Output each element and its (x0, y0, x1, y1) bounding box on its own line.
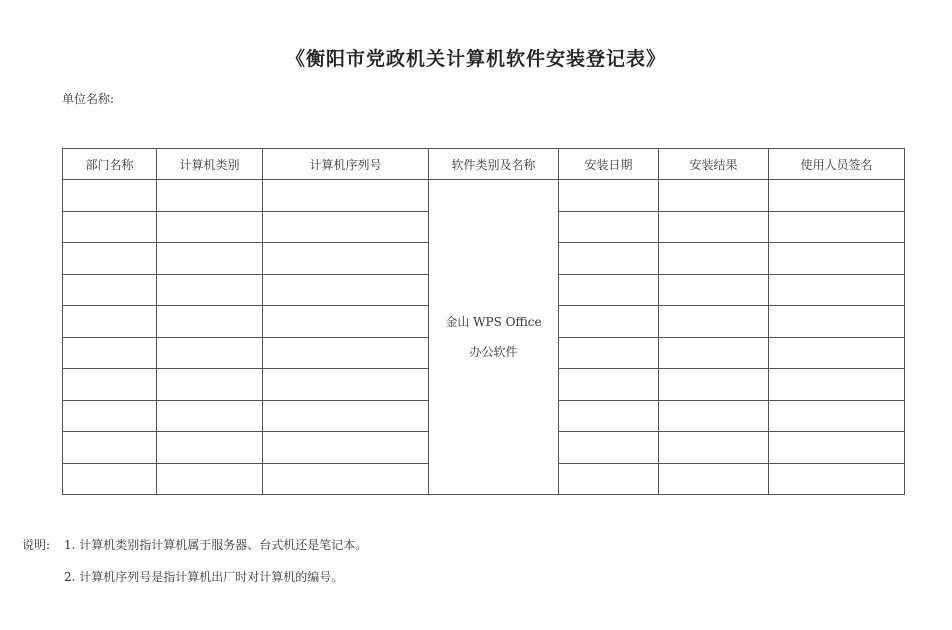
document-title: 《衡阳市党政机关计算机软件安装登记表》 (285, 48, 666, 70)
install-result-cell[interactable] (659, 463, 769, 495)
user-signature-cell[interactable] (769, 211, 905, 243)
serial-number-cell[interactable] (263, 337, 429, 369)
software-category: 办公软件 (469, 345, 518, 359)
serial-number-cell[interactable] (263, 274, 429, 306)
install-date-cell[interactable] (559, 243, 659, 275)
department-cell[interactable] (63, 306, 157, 338)
serial-number-cell[interactable] (263, 432, 429, 464)
computer-type-cell[interactable] (157, 432, 263, 464)
install-result-cell[interactable] (659, 337, 769, 369)
department-cell[interactable] (63, 211, 157, 243)
user-signature-cell[interactable] (769, 463, 905, 495)
department-cell[interactable] (63, 274, 157, 306)
install-result-cell[interactable] (659, 369, 769, 401)
computer-type-cell[interactable] (157, 306, 263, 338)
computer-type-cell[interactable] (157, 369, 263, 401)
user-signature-cell[interactable] (769, 180, 905, 212)
note-item-2: 2. 计算机序列号是指计算机出厂时对计算机的编号。 (64, 570, 344, 584)
header-computer-type: 计算机类别 (157, 149, 263, 180)
header-install-date: 安装日期 (559, 149, 659, 180)
registration-table (62, 148, 905, 495)
computer-type-cell[interactable] (157, 211, 263, 243)
computer-type-cell[interactable] (157, 337, 263, 369)
table-row (63, 180, 905, 212)
serial-number-cell[interactable] (263, 463, 429, 495)
install-date-cell[interactable] (559, 337, 659, 369)
install-date-cell[interactable] (559, 369, 659, 401)
serial-number-cell[interactable] (263, 180, 429, 212)
user-signature-cell[interactable] (769, 369, 905, 401)
install-date-cell[interactable] (559, 274, 659, 306)
note-item-1: 1. 计算机类别指计算机属于服务器、台式机还是笔记本。 (64, 538, 368, 552)
header-user-signature: 使用人员签名 (769, 149, 905, 180)
department-cell[interactable] (63, 400, 157, 432)
notes-prefix: 说明: (22, 538, 51, 552)
install-date-cell[interactable] (559, 432, 659, 464)
serial-number-cell[interactable] (263, 306, 429, 338)
table-header-row (63, 149, 905, 180)
install-date-cell[interactable] (559, 463, 659, 495)
computer-type-cell[interactable] (157, 180, 263, 212)
install-result-cell[interactable] (659, 400, 769, 432)
install-date-cell[interactable] (559, 306, 659, 338)
computer-type-cell[interactable] (157, 400, 263, 432)
install-result-cell[interactable] (659, 211, 769, 243)
install-result-cell[interactable] (659, 180, 769, 212)
install-date-cell[interactable] (559, 400, 659, 432)
department-cell[interactable] (63, 180, 157, 212)
header-software: 软件类别及名称 (429, 149, 559, 180)
user-signature-cell[interactable] (769, 337, 905, 369)
install-result-cell[interactable] (659, 274, 769, 306)
install-date-cell[interactable] (559, 211, 659, 243)
department-cell[interactable] (63, 243, 157, 275)
install-result-cell[interactable] (659, 432, 769, 464)
header-install-result: 安装结果 (659, 149, 769, 180)
computer-type-cell[interactable] (157, 274, 263, 306)
install-result-cell[interactable] (659, 243, 769, 275)
serial-number-cell[interactable] (263, 369, 429, 401)
install-date-cell[interactable] (559, 180, 659, 212)
unit-name-label: 单位名称: (62, 92, 115, 106)
user-signature-cell[interactable] (769, 243, 905, 275)
computer-type-cell[interactable] (157, 463, 263, 495)
computer-type-cell[interactable] (157, 243, 263, 275)
department-cell[interactable] (63, 369, 157, 401)
department-cell[interactable] (63, 337, 157, 369)
department-cell[interactable] (63, 463, 157, 495)
user-signature-cell[interactable] (769, 306, 905, 338)
software-cell (429, 180, 559, 495)
serial-number-cell[interactable] (263, 243, 429, 275)
software-name: 金山 WPS Office (445, 315, 542, 329)
serial-number-cell[interactable] (263, 400, 429, 432)
serial-number-cell[interactable] (263, 211, 429, 243)
user-signature-cell[interactable] (769, 400, 905, 432)
department-cell[interactable] (63, 432, 157, 464)
install-result-cell[interactable] (659, 306, 769, 338)
header-serial-number: 计算机序列号 (263, 149, 429, 180)
user-signature-cell[interactable] (769, 432, 905, 464)
header-department: 部门名称 (63, 149, 157, 180)
user-signature-cell[interactable] (769, 274, 905, 306)
